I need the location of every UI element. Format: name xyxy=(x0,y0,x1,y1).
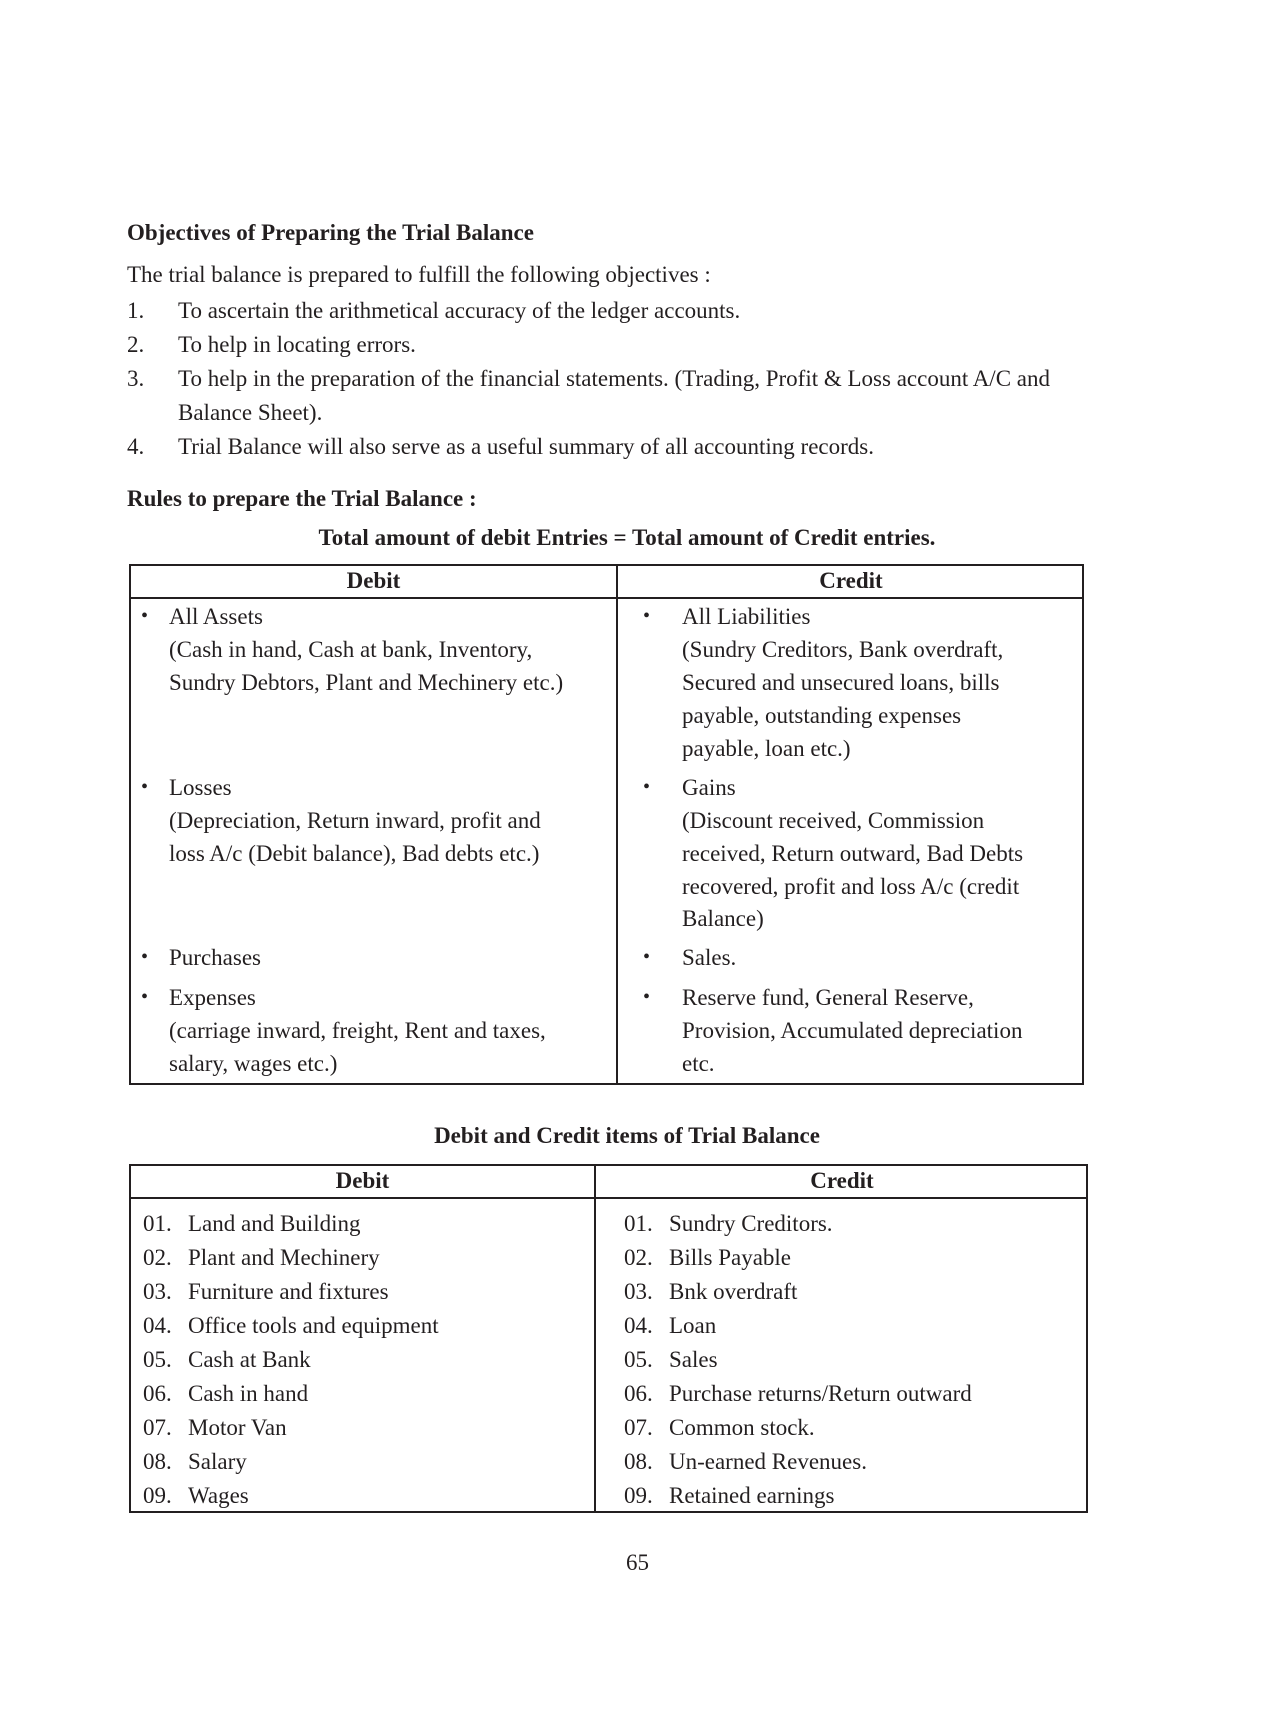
item-number: 01. xyxy=(624,1211,653,1236)
item-text: Loan xyxy=(669,1313,717,1338)
list-item xyxy=(143,1445,247,1478)
item-number: 03. xyxy=(624,1279,653,1304)
item-text: Land and Building xyxy=(188,1211,361,1236)
item-number: 07. xyxy=(624,1415,653,1440)
debit-rule-line: loss A/c (Debit balance), Bad debts etc.) xyxy=(169,841,540,866)
debit-rule-line: (carriage inward, freight, Rent and taxes, xyxy=(169,1018,546,1043)
item-text: Plant and Mechinery xyxy=(188,1245,380,1270)
list-item xyxy=(624,1207,833,1240)
bullet-icon: • xyxy=(643,776,651,798)
item-text: Office tools and equipment xyxy=(188,1313,439,1338)
rules-heading: Rules to prepare the Trial Balance : xyxy=(127,486,477,511)
debit-rule-line: Sundry Debtors, Plant and Mechinery etc.) xyxy=(169,670,564,695)
objectives-heading: Objectives of Preparing the Trial Balance xyxy=(127,220,534,245)
credit-rule-line: Reserve fund, General Reserve, xyxy=(682,985,974,1010)
item-text: Bills Payable xyxy=(669,1245,792,1270)
list-item xyxy=(143,1207,360,1240)
item-number: 02. xyxy=(624,1245,653,1270)
item-text: Sales xyxy=(669,1347,718,1372)
item-text: Purchase returns/Return outward xyxy=(669,1381,972,1406)
list-item xyxy=(624,1343,718,1376)
list-item xyxy=(143,1275,389,1308)
item-text: Retained earnings xyxy=(669,1483,835,1508)
bullet-icon: • xyxy=(141,776,149,798)
items-credit-header: Credit xyxy=(810,1168,874,1193)
item-text: Furniture and fixtures xyxy=(188,1279,389,1304)
bullet-icon: • xyxy=(643,605,651,627)
item-text: Bnk overdraft xyxy=(669,1279,798,1304)
objective-text: Balance Sheet). xyxy=(178,400,323,425)
items-table xyxy=(129,1164,1088,1513)
list-item xyxy=(143,1479,249,1512)
rules-table xyxy=(129,564,1084,1085)
item-number: 04. xyxy=(624,1313,653,1338)
debit-rule-line: All Assets xyxy=(169,604,263,629)
item-text: Wages xyxy=(188,1483,249,1508)
item-number: 04. xyxy=(143,1313,172,1338)
table-header-rule xyxy=(131,1197,1086,1199)
credit-rule-line: (Discount received, Commission xyxy=(682,808,985,833)
credit-rule-line: received, Return outward, Bad Debts xyxy=(682,841,1024,866)
debit-rule-line: Expenses xyxy=(169,985,256,1010)
debit-rule-line: salary, wages etc.) xyxy=(169,1051,338,1076)
list-item xyxy=(624,1411,815,1444)
list-item xyxy=(624,1309,716,1342)
objective-text: To ascertain the arithmetical accuracy of the ledger accounts. xyxy=(178,298,741,323)
bullet-icon: • xyxy=(141,946,149,968)
item-text: Motor Van xyxy=(188,1415,287,1440)
debit-rule-line: Purchases xyxy=(169,945,261,970)
item-text: Cash at Bank xyxy=(188,1347,311,1372)
credit-rule-line: Gains xyxy=(682,775,736,800)
list-item xyxy=(624,1241,791,1274)
objective-number: 1. xyxy=(127,298,145,323)
list-item xyxy=(143,1343,311,1376)
debit-rule-line: Losses xyxy=(169,775,232,800)
item-number: 08. xyxy=(624,1449,653,1474)
list-item xyxy=(143,1377,308,1410)
list-item xyxy=(143,1241,380,1274)
page-number: 65 xyxy=(626,1550,649,1575)
items-debit-header: Debit xyxy=(335,1168,390,1193)
rules-debit-header: Debit xyxy=(346,568,401,593)
table-header-rule xyxy=(131,597,1082,599)
credit-rule-line: Provision, Accumulated depreciation xyxy=(682,1018,1023,1043)
item-number: 09. xyxy=(624,1483,653,1508)
objectives-intro: The trial balance is prepared to fulfill the following objectives : xyxy=(127,262,711,287)
item-text: Un-earned Revenues. xyxy=(669,1449,867,1474)
table-divider xyxy=(594,1166,596,1511)
list-item xyxy=(624,1445,867,1478)
items-table-title: Debit and Credit items of Trial Balance xyxy=(434,1123,820,1148)
credit-rule-line: All Liabilities xyxy=(682,604,811,629)
bullet-icon: • xyxy=(643,946,651,968)
bullet-icon: • xyxy=(141,605,149,627)
item-text: Sundry Creditors. xyxy=(669,1211,833,1236)
objective-number: 4. xyxy=(127,434,145,459)
item-number: 05. xyxy=(143,1347,172,1372)
objective-text: Trial Balance will also serve as a useful summary of all accounting records. xyxy=(178,434,874,459)
bullet-icon: • xyxy=(643,986,651,1008)
objective-number: 3. xyxy=(127,366,145,391)
item-text: Salary xyxy=(188,1449,247,1474)
item-number: 06. xyxy=(143,1381,172,1406)
credit-rule-line: Sales. xyxy=(682,945,737,970)
table-divider xyxy=(616,566,618,1083)
list-item xyxy=(624,1377,972,1410)
item-number: 08. xyxy=(143,1449,172,1474)
objective-text: To help in the preparation of the financial statements. (Trading, Profit & Loss account A/C and xyxy=(178,366,1050,391)
item-number: 02. xyxy=(143,1245,172,1270)
rules-equation: Total amount of debit Entries = Total amount of Credit entries. xyxy=(318,525,936,550)
debit-rule-line: (Cash in hand, Cash at bank, Inventory, xyxy=(169,637,533,662)
credit-rule-line: payable, outstanding expenses xyxy=(682,703,962,728)
item-text: Common stock. xyxy=(669,1415,815,1440)
list-item xyxy=(624,1275,797,1308)
item-number: 05. xyxy=(624,1347,653,1372)
credit-rule-line: etc. xyxy=(682,1051,715,1076)
credit-rule-line: (Sundry Creditors, Bank overdraft, xyxy=(682,637,1004,662)
objective-number: 2. xyxy=(127,332,145,357)
objective-text: To help in locating errors. xyxy=(178,332,416,357)
debit-rule-line: (Depreciation, Return inward, profit and xyxy=(169,808,541,833)
credit-rule-line: recovered, profit and loss A/c (credit xyxy=(682,874,1020,899)
credit-rule-line: Secured and unsecured loans, bills xyxy=(682,670,1000,695)
item-number: 07. xyxy=(143,1415,172,1440)
list-item xyxy=(143,1411,287,1444)
bullet-icon: • xyxy=(141,986,149,1008)
credit-rule-line: Balance) xyxy=(682,906,764,931)
list-item xyxy=(143,1309,439,1342)
rules-credit-header: Credit xyxy=(819,568,883,593)
credit-rule-line: payable, loan etc.) xyxy=(682,736,851,761)
item-number: 01. xyxy=(143,1211,172,1236)
list-item xyxy=(624,1479,834,1512)
item-number: 03. xyxy=(143,1279,172,1304)
item-text: Cash in hand xyxy=(188,1381,309,1406)
item-number: 09. xyxy=(143,1483,172,1508)
item-number: 06. xyxy=(624,1381,653,1406)
